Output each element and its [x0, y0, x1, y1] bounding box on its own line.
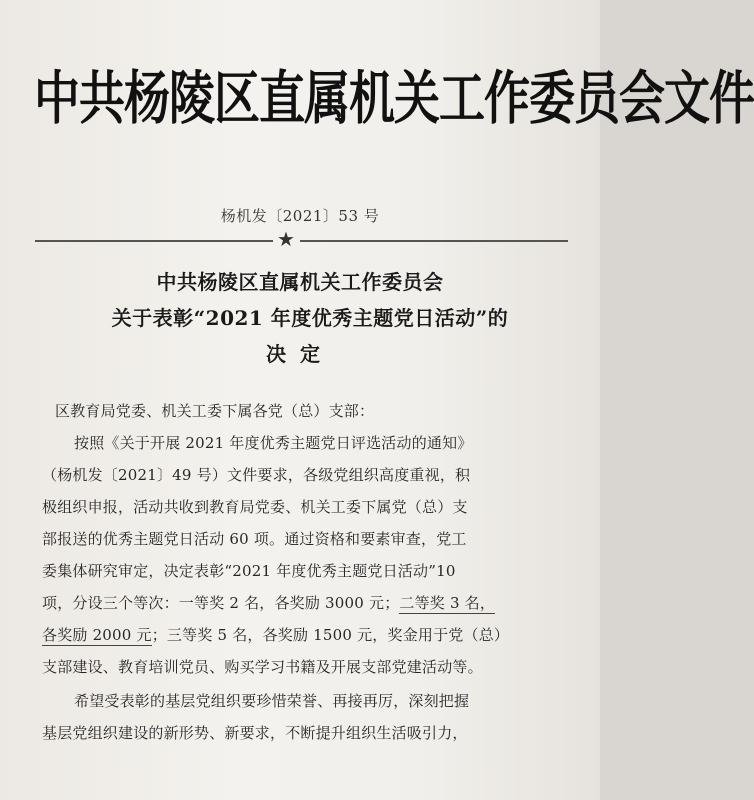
second-prize-underlined-text: 二等奖 3 名， — [399, 594, 496, 612]
title-line-3: 决定 — [266, 342, 334, 366]
paragraph-1-line-3: 极组织申报，活动共收到教育局党委、机关工委下属党（总）支 — [42, 498, 468, 516]
document-number: 杨机发〔2021〕53 号 — [220, 207, 380, 225]
title-line-1: 中共杨陵区直属机关工作委员会 — [156, 270, 444, 294]
paragraph-1-line-2: （杨机发〔2021〕49 号）文件要求，各级党组织高度重视，积 — [42, 466, 471, 484]
paragraph-1-line-7 — [42, 624, 509, 645]
paragraph-2-line-2: 基层党组织建设的新形势、新要求，不断提升组织生活吸引力， — [42, 724, 468, 742]
salutation: 区教育局党委、机关工委下属各党（总）支部： — [55, 402, 375, 420]
second-prize-amount-underlined-text: 各奖励 2000 元 — [42, 626, 152, 644]
third-prize-text: ；三等奖 5 名，各奖励 1500 元，奖金用于党（总） — [151, 626, 510, 644]
title-line-2: 关于表彰“2021 年度优秀主题党日活动”的 — [111, 306, 509, 330]
paragraph-1-line-1: 按照《关于开展 2021 年度优秀主题党日评选活动的通知》 — [74, 434, 473, 452]
star-icon: ★ — [277, 227, 295, 251]
header-rule-left — [35, 240, 273, 242]
header-rule-right — [300, 240, 568, 242]
first-prize-text: 项，分设三个等次：一等奖 2 名，各奖励 3000 元； — [42, 594, 400, 612]
paragraph-1-line-8: 支部建设、教育培训党员、购买学习书籍及开展支部党建活动等。 — [42, 658, 483, 676]
document-masthead: 中共杨陵区直属机关工作委员会文件 — [34, 64, 754, 132]
paragraph-1-line-6 — [42, 592, 495, 613]
paragraph-1-line-5: 委集体研究审定，决定表彰“2021 年度优秀主题党日活动”10 — [42, 562, 456, 580]
paragraph-2-line-1: 希望受表彰的基层党组织要珍惜荣誉、再接再厉，深刻把握 — [74, 692, 470, 710]
paragraph-1-line-4: 部报送的优秀主题党日活动 60 项。通过资格和要素审查，党工 — [42, 530, 467, 548]
